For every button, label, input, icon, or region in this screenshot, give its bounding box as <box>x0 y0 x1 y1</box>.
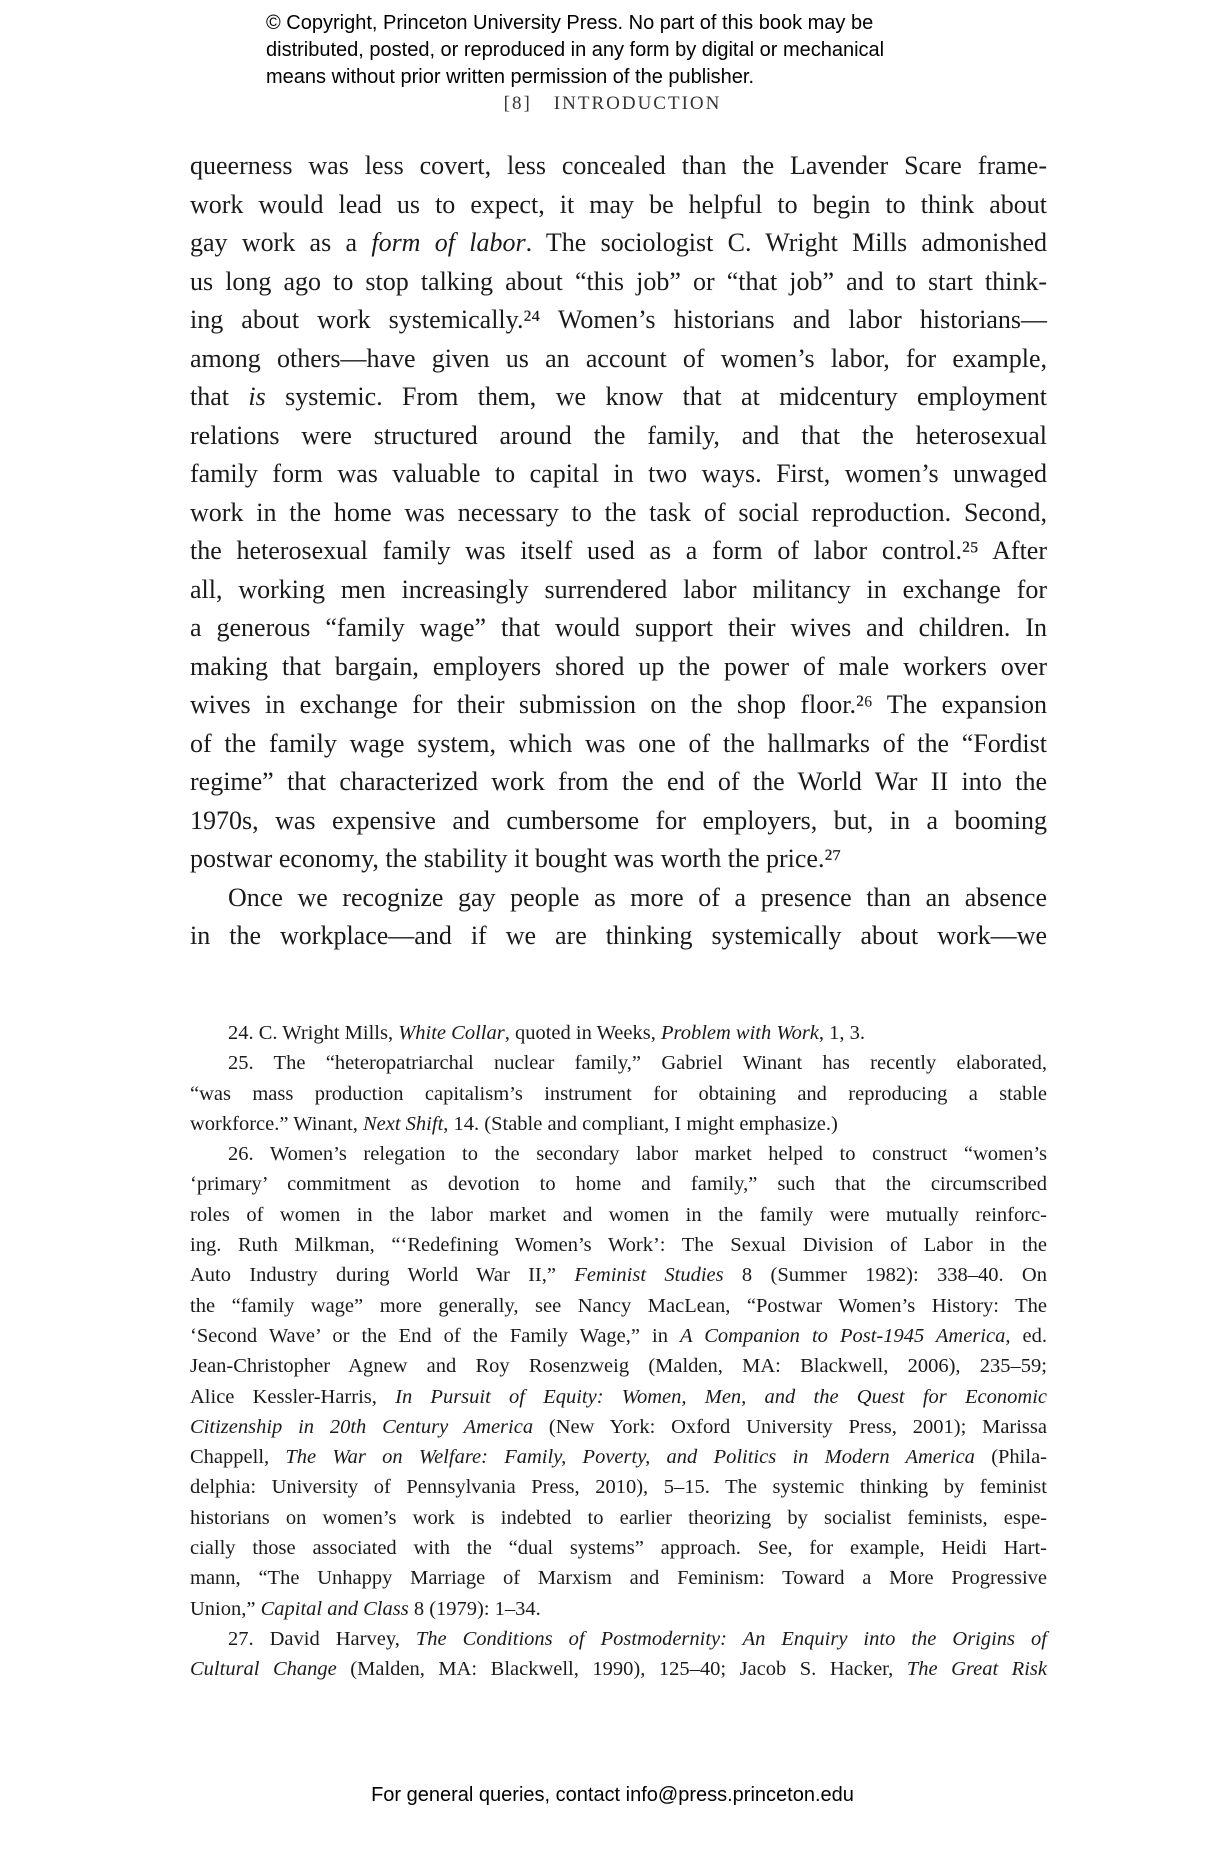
text-segment: workforce.” Winant, <box>190 1112 363 1135</box>
text-segment: the heterosexual family was itself used as a form of labor control.²⁵ After <box>190 536 1047 565</box>
italic-text: form of labor <box>371 228 526 257</box>
text-line <box>190 763 1047 802</box>
text-segment: work would lead us to expect, it may be helpful to begin to think about <box>190 189 1047 219</box>
italic-text: In Pursuit of Equity: Women, Men, and the Quest for Economic <box>395 1385 1047 1408</box>
footnote-line <box>190 1169 1047 1199</box>
text-segment: delphia: University of Pennsylvania Press, 2010), 5–15. The systemic thinking by feminist <box>190 1476 1047 1499</box>
footnote-line <box>190 1079 1047 1109</box>
text-segment: 8 (1979): 1–34. <box>408 1597 541 1620</box>
text-line <box>190 532 1047 571</box>
text-segment: that <box>190 382 249 411</box>
text-line <box>190 609 1047 648</box>
footnote-line <box>190 1018 1047 1048</box>
footnote-line <box>190 1382 1047 1412</box>
footnote-line <box>190 1260 1047 1290</box>
text-segment: 8 (Summer 1982): 338–40. On <box>723 1264 1047 1287</box>
text-line <box>190 879 1047 918</box>
italic-text: Feminist Studies <box>574 1264 724 1287</box>
text-segment: (Malden, MA: Blackwell, 1990), 125–40; Jacob S. Hacker, <box>336 1658 907 1681</box>
italic-text: Citizenship in 20th Century America <box>190 1415 534 1438</box>
italic-text: Capital and Class <box>260 1597 409 1620</box>
text-segment: queerness was less covert, less concealed than the Lavender Scare frame- <box>190 151 1047 180</box>
text-segment: ‘Second Wave’ or the End of the Family Wage,” in <box>190 1324 681 1347</box>
italic-text: The War on Welfare: Family, Poverty, and Politics in Modern America <box>285 1446 975 1469</box>
text-line <box>190 648 1047 687</box>
text-line <box>190 301 1047 340</box>
text-segment: (Phila- <box>974 1446 1047 1469</box>
text-segment: Alice Kessler-Harris, <box>190 1385 396 1408</box>
italic-text: Cultural Change <box>190 1658 337 1681</box>
italic-text: White Collar <box>398 1022 505 1044</box>
italic-text: is <box>248 382 266 411</box>
copyright-notice <box>266 10 884 91</box>
text-segment: cially those associated with the “dual systems” approach. See, for example, Heidi Hart- <box>190 1537 1047 1560</box>
text-segment: . The sociologist C. Wright Mills admonished <box>525 228 1047 257</box>
italic-text: Problem with Work <box>660 1022 819 1044</box>
text-segment: , ed. <box>1005 1324 1047 1347</box>
footnote-line <box>190 1351 1047 1381</box>
footnote-line <box>190 1503 1047 1533</box>
text-segment: , quoted in Weeks, <box>504 1022 661 1044</box>
text-segment: , 14. (Stable and compliant, I might emphasize.) <box>443 1112 838 1135</box>
text-segment: in the workplace—and if we are thinking systemically about work—we <box>190 921 1047 950</box>
text-line <box>190 494 1047 533</box>
text-segment: work in the home was necessary to the task of social reproduction. Second, <box>190 497 1047 527</box>
text-segment: Union,” <box>190 1597 261 1620</box>
text-segment: 27. David Harvey, <box>228 1627 416 1650</box>
text-segment: postwar economy, the stability it bought was worth the price.²⁷ <box>190 844 842 873</box>
text-segment: a generous “family wage” that would support their wives and children. In <box>190 613 1047 642</box>
text-segment: , 1, 3. <box>818 1022 866 1044</box>
italic-text: A Companion to Post-1945 America <box>680 1324 1006 1347</box>
text-segment: ing about work systemically.²⁴ Women’s historians and labor historians— <box>190 305 1047 334</box>
text-segment: regime” that characterized work from the end of the World War II into the <box>190 767 1047 796</box>
text-line <box>190 224 1047 263</box>
text-line <box>190 340 1047 379</box>
footnote-line <box>190 1533 1047 1563</box>
copyright-line: means without prior written permission of the publisher. <box>266 66 755 88</box>
text-segment: mann, “The Unhappy Marriage of Marxism and Feminism: Toward a More Progressive <box>190 1567 1047 1590</box>
footer-contact: For general queries, contact info@press.princeton.edu <box>371 1784 854 1806</box>
text-line <box>190 802 1047 841</box>
text-segment: making that bargain, employers shored up the power of male workers over <box>190 651 1047 681</box>
italic-text: The Great Risk <box>906 1658 1047 1681</box>
text-segment: gay work as a <box>190 228 372 257</box>
text-segment: of the family wage system, which was one of the hallmarks of the “Fordist <box>190 728 1047 758</box>
copyright-line: © Copyright, Princeton University Press. No part of this book may be <box>266 12 874 34</box>
page-number: [8] <box>503 93 532 114</box>
text-line <box>190 840 1047 879</box>
text-segment: all, working men increasingly surrendered labor militancy in exchange for <box>190 574 1047 604</box>
text-line <box>190 417 1047 456</box>
text-segment: Jean-Christopher Agnew and Roy Rosenzweig (Malden, MA: Blackwell, 2006), 235–59; <box>190 1355 1047 1378</box>
footnote-line <box>190 1594 1047 1624</box>
text-segment: us long ago to stop talking about “this job” or “that job” and to start think- <box>190 266 1047 296</box>
text-segment: relations were structured around the family, and that the heterosexual <box>190 420 1047 450</box>
text-line <box>190 725 1047 764</box>
footnote-line <box>190 1109 1047 1139</box>
text-line <box>190 571 1047 610</box>
copyright-line: distributed, posted, or reproduced in any form by digital or mechanical <box>266 39 885 61</box>
italic-text: The Conditions of Postmodernity: An Enquiry into the Origins of <box>415 1627 1047 1650</box>
text-segment: Once we recognize gay people as more of a presence than an absence <box>228 882 1047 912</box>
text-segment: ‘primary’ commitment as devotion to home and family,” such that the circumscribed <box>190 1173 1047 1196</box>
text-line <box>190 263 1047 302</box>
footnote-line <box>190 1442 1047 1472</box>
footnote-line <box>190 1230 1047 1260</box>
text-line <box>190 378 1047 417</box>
text-segment: roles of women in the labor market and women in the family were mutually reinforc- <box>190 1203 1047 1226</box>
text-segment: ing. Ruth Milkman, “‘Redefining Women’s Work’: The Sexual Division of Labor in the <box>190 1234 1047 1257</box>
footnote-line <box>190 1291 1047 1321</box>
footnote-line <box>190 1624 1047 1654</box>
text-segment: 25. The “heteropatriarchal nuclear family,” Gabriel Winant has recently elaborated, <box>228 1052 1047 1075</box>
text-line <box>190 686 1047 725</box>
footnote-line <box>190 1412 1047 1442</box>
text-line <box>190 917 1047 956</box>
footnote-line <box>190 1563 1047 1593</box>
text-segment: 1970s, was expensive and cumbersome for employers, but, in a booming <box>190 805 1047 835</box>
text-line <box>190 455 1047 494</box>
text-segment: Auto Industry during World War II,” <box>190 1264 575 1287</box>
text-segment: (New York: Oxford University Press, 2001); Marissa <box>533 1415 1047 1438</box>
footnotes <box>190 1018 1047 1685</box>
chapter-title: INTRODUCTION <box>553 93 722 114</box>
text-segment: systemic. From them, we know that at midcentury employment <box>265 382 1047 411</box>
text-segment: 24. C. Wright Mills, <box>228 1022 399 1044</box>
text-segment: family form was valuable to capital in two ways. First, women’s unwaged <box>190 459 1047 488</box>
text-segment: Chappell, <box>190 1446 286 1469</box>
footnote-line <box>190 1654 1047 1684</box>
footnote-line <box>190 1321 1047 1351</box>
footnote-line <box>190 1472 1047 1502</box>
text-segment: among others—have given us an account of women’s labor, for example, <box>190 343 1047 373</box>
text-line <box>190 147 1047 186</box>
text-segment: “was mass production capitalism’s instrument for obtaining and reproducing a stable <box>190 1082 1047 1105</box>
running-head <box>0 93 1225 115</box>
text-segment: historians on women’s work is indebted to earlier theorizing by socialist feminists, espe- <box>190 1506 1047 1529</box>
text-line <box>190 186 1047 225</box>
text-segment: the “family wage” more generally, see Nancy MacLean, “Postwar Women’s History: The <box>190 1294 1047 1317</box>
text-segment: wives in exchange for their submission on the shop floor.²⁶ The expansion <box>190 690 1047 719</box>
body-text <box>190 147 1047 956</box>
footnote-line <box>190 1048 1047 1078</box>
text-segment: 26. Women’s relegation to the secondary labor market helped to construct “women’s <box>228 1143 1047 1166</box>
italic-text: Next Shift <box>362 1112 444 1135</box>
footnote-line <box>190 1139 1047 1169</box>
footnote-line <box>190 1200 1047 1230</box>
